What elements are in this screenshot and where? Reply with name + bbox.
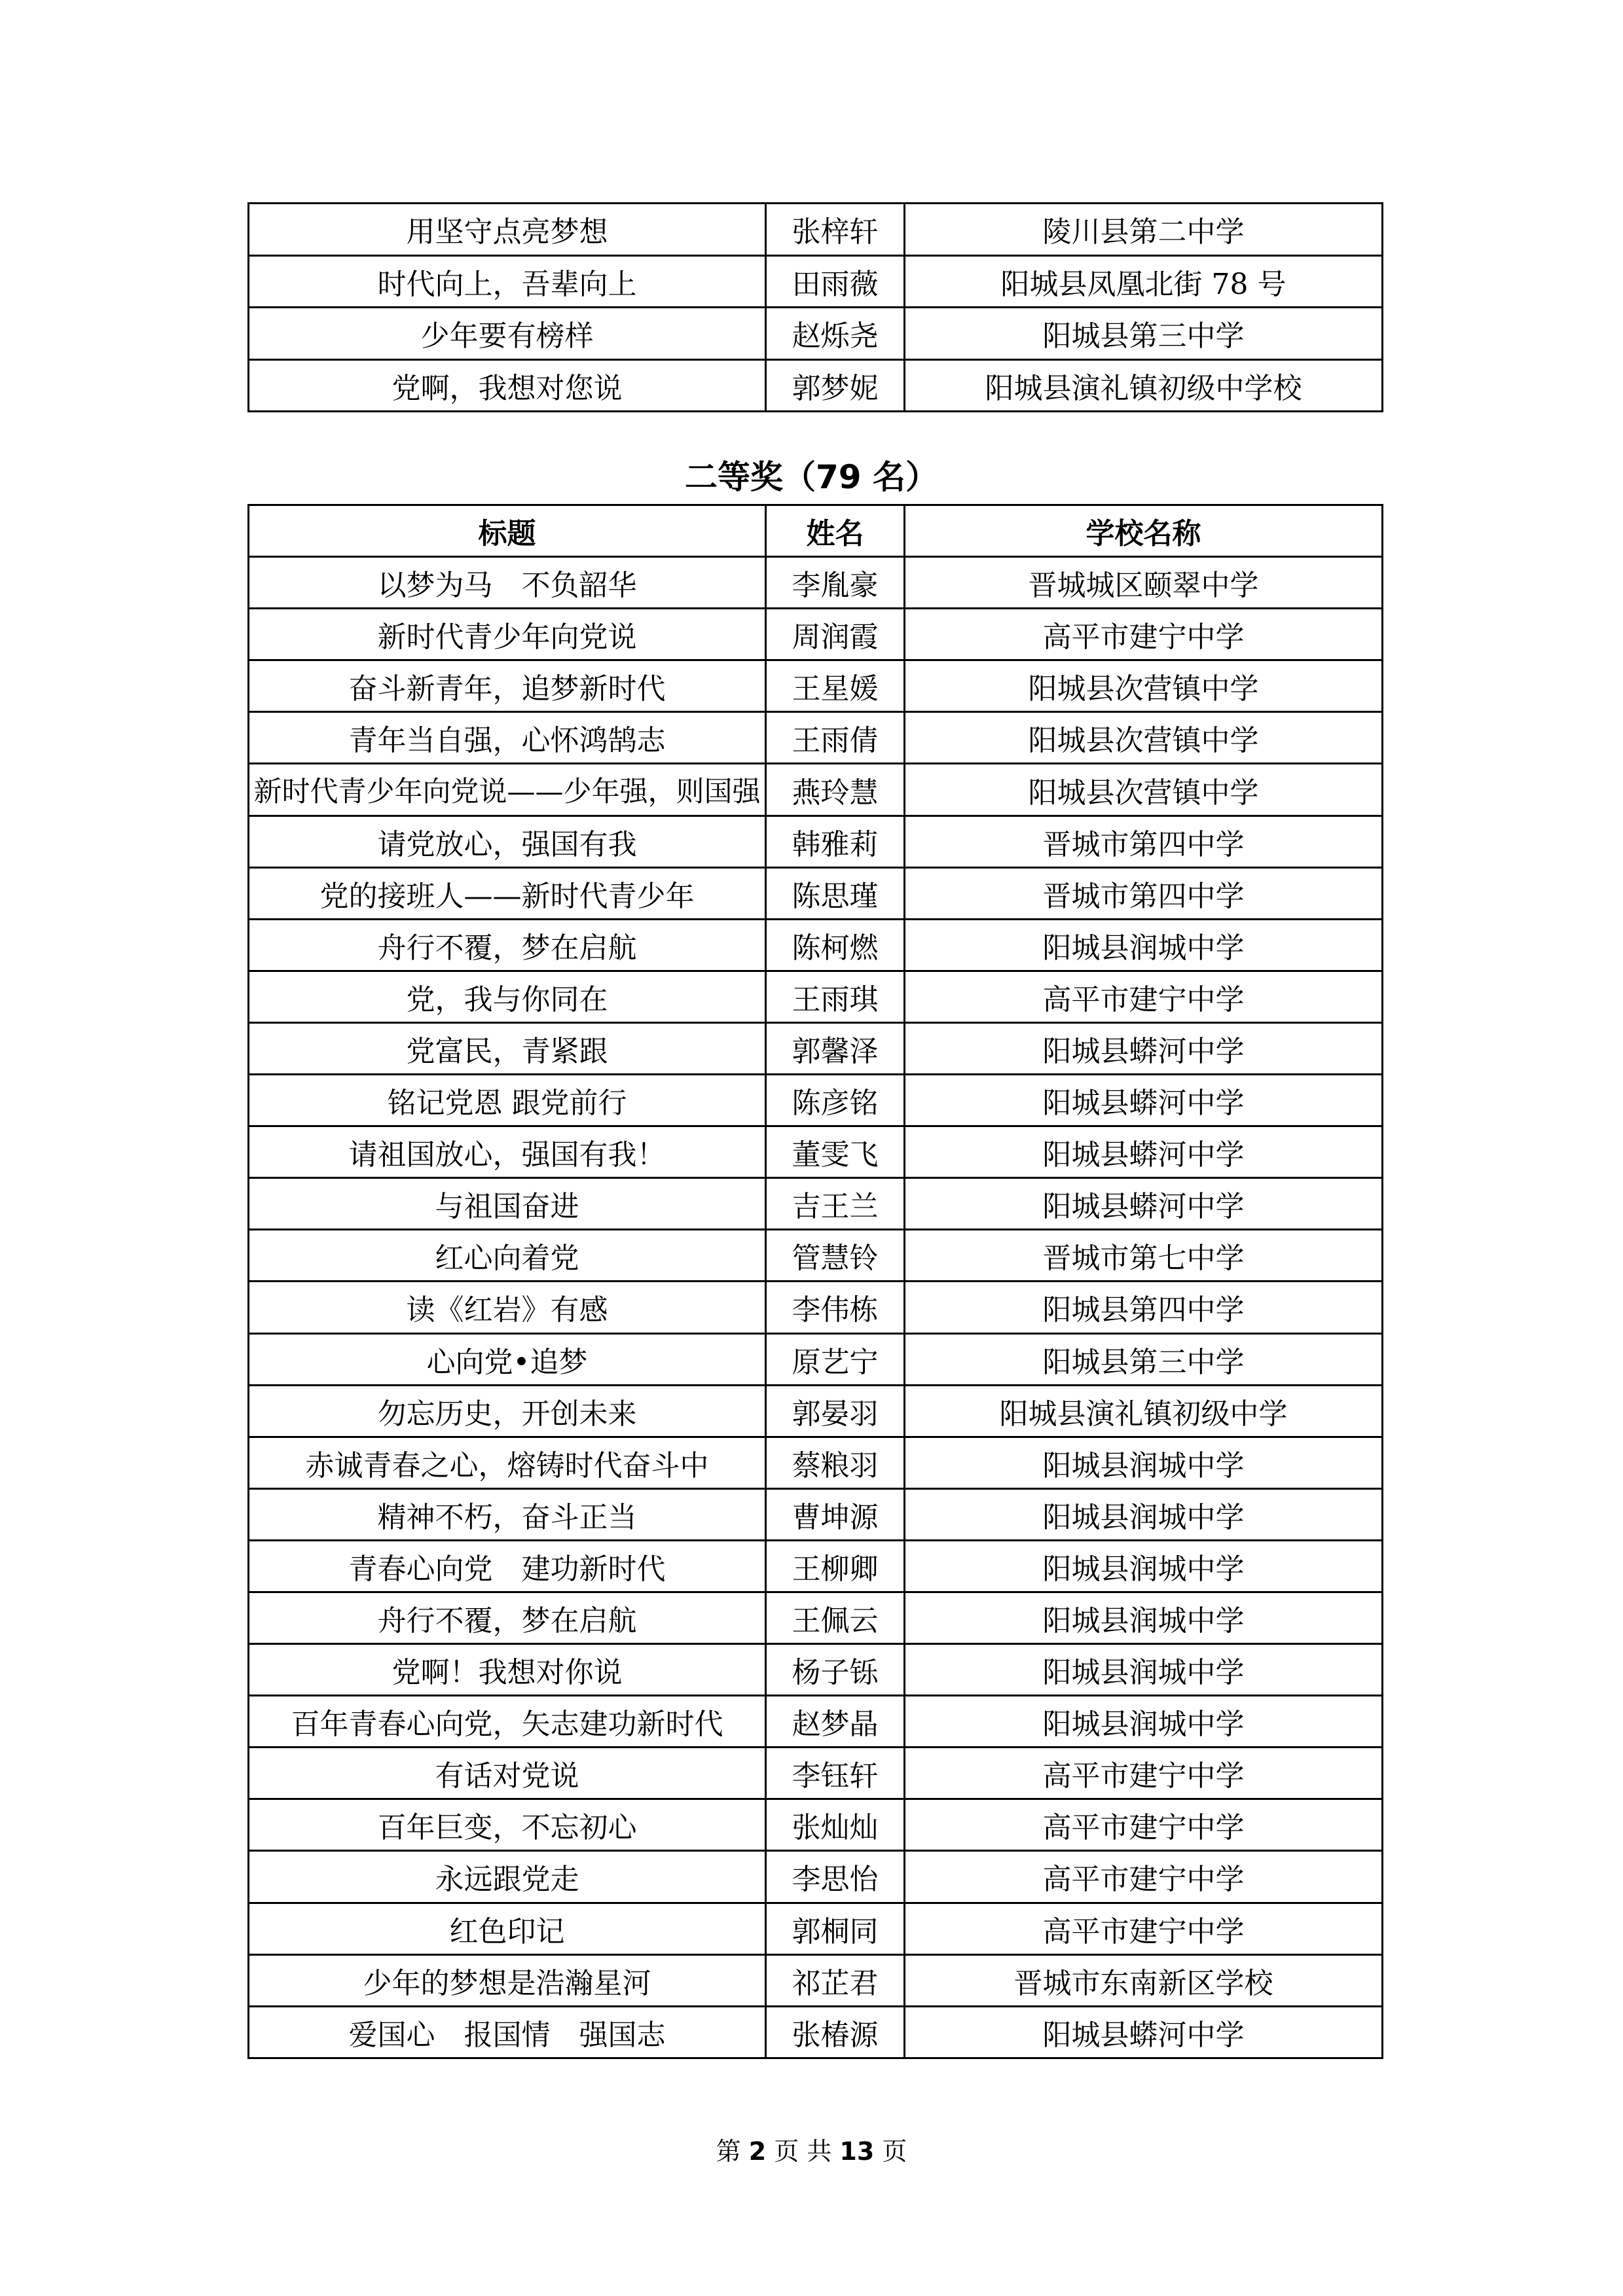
table-row (249, 255, 1383, 308)
cell-title: 少年的梦想是浩瀚星河 (249, 1954, 766, 2006)
cell-title: 精神不朽，奋斗正当 (249, 1488, 766, 1540)
cell-school: 阳城县演礼镇初级中学 (905, 1385, 1383, 1437)
cell-title: 红色印记 (249, 1903, 766, 1954)
cell-name: 张椿源 (766, 2006, 905, 2058)
cell-title: 勿忘历史，开创未来 (249, 1385, 766, 1437)
cell-name: 李伟栋 (766, 1282, 905, 1333)
table-row (249, 1126, 1383, 1178)
footer-suffix: 页 (882, 2137, 907, 2166)
table-row (249, 1592, 1383, 1643)
cell-name: 杨子铄 (766, 1644, 905, 1696)
cell-title: 时代向上，吾辈向上 (249, 255, 766, 308)
cell-title: 有话对党说 (249, 1748, 766, 1799)
cell-school: 阳城县次营镇中学 (905, 712, 1383, 764)
table-row (249, 1488, 1383, 1540)
cell-school: 阳城县润城中学 (905, 1540, 1383, 1592)
cell-school: 阳城县次营镇中学 (905, 660, 1383, 712)
cell-school: 阳城县第三中学 (905, 1333, 1383, 1385)
cell-name: 祁芷君 (766, 1954, 905, 2006)
cell-school: 阳城县润城中学 (905, 1488, 1383, 1540)
cell-name: 王雨倩 (766, 712, 905, 764)
table-row (249, 557, 1383, 609)
table-row (249, 971, 1383, 1022)
cell-title: 青春心向党 建功新时代 (249, 1540, 766, 1592)
cell-school: 陵川县第二中学 (905, 204, 1383, 256)
cell-name: 王星媛 (766, 660, 905, 712)
page-footer (0, 2135, 1623, 2168)
section-title: 二等奖（79 名） (685, 458, 938, 496)
cell-school: 高平市建宁中学 (905, 1748, 1383, 1799)
table-row (249, 2006, 1383, 2058)
cell-title: 党的接班人——新时代青少年 (249, 867, 766, 919)
cell-school: 阳城县蟒河中学 (905, 1126, 1383, 1178)
footer-page-number: 2 (748, 2137, 767, 2166)
header-title: 标题 (249, 505, 766, 557)
cell-name: 郭馨泽 (766, 1022, 905, 1074)
second-prize-table (247, 504, 1383, 2059)
table-row (249, 816, 1383, 867)
cell-school: 阳城县演礼镇初级中学校 (905, 359, 1383, 412)
cell-school: 阳城县蟒河中学 (905, 1022, 1383, 1074)
cell-title: 党富民，青紧跟 (249, 1022, 766, 1074)
cell-name: 赵梦晶 (766, 1696, 905, 1748)
cell-name: 李钰轩 (766, 1748, 905, 1799)
footer-middle: 页 共 (774, 2137, 832, 2166)
table-row (249, 609, 1383, 660)
continued-award-table (247, 202, 1383, 412)
cell-title: 舟行不覆，梦在启航 (249, 919, 766, 971)
header-name: 姓名 (766, 505, 905, 557)
cell-name: 董雯飞 (766, 1126, 905, 1178)
table-row (249, 1696, 1383, 1748)
table-row (249, 308, 1383, 360)
cell-name: 韩雅莉 (766, 816, 905, 867)
cell-school: 阳城县蟒河中学 (905, 2006, 1383, 2058)
table-row (249, 359, 1383, 412)
footer-prefix: 第 (716, 2137, 741, 2166)
cell-title: 奋斗新青年，追梦新时代 (249, 660, 766, 712)
cell-name: 郭桐同 (766, 1903, 905, 1954)
cell-school: 阳城县润城中学 (905, 1437, 1383, 1488)
cell-school: 晋城市东南新区学校 (905, 1954, 1383, 2006)
continued-award-table-body (249, 204, 1383, 412)
cell-name: 曹坤源 (766, 1488, 905, 1540)
cell-name: 王雨琪 (766, 971, 905, 1022)
cell-title: 红心向着党 (249, 1230, 766, 1282)
cell-school: 高平市建宁中学 (905, 609, 1383, 660)
cell-title: 用坚守点亮梦想 (249, 204, 766, 256)
cell-school: 阳城县润城中学 (905, 1644, 1383, 1696)
cell-title: 百年巨变，不忘初心 (249, 1799, 766, 1851)
table-row (249, 1282, 1383, 1333)
cell-school: 阳城县次营镇中学 (905, 764, 1383, 816)
table-row (249, 867, 1383, 919)
table-header-row (249, 505, 1383, 557)
cell-title: 新时代青少年向党说 (249, 609, 766, 660)
cell-title: 请党放心，强国有我 (249, 816, 766, 867)
cell-title: 永远跟党走 (249, 1851, 766, 1903)
cell-title: 与祖国奋进 (249, 1178, 766, 1230)
footer-total-pages: 13 (839, 2137, 875, 2166)
cell-title: 百年青春心向党，矢志建功新时代 (249, 1696, 766, 1748)
cell-name: 赵烁尧 (766, 308, 905, 360)
cell-school: 阳城县润城中学 (905, 919, 1383, 971)
table-row (249, 712, 1383, 764)
table-row (249, 1644, 1383, 1696)
table-row (249, 660, 1383, 712)
cell-school: 高平市建宁中学 (905, 1903, 1383, 1954)
cell-school: 阳城县润城中学 (905, 1696, 1383, 1748)
table-row (249, 1385, 1383, 1437)
cell-school: 阳城县润城中学 (905, 1592, 1383, 1643)
cell-name: 郭梦妮 (766, 359, 905, 412)
cell-title: 舟行不覆，梦在启航 (249, 1592, 766, 1643)
second-prize-table-body (249, 557, 1383, 2058)
cell-school: 阳城县蟒河中学 (905, 1178, 1383, 1230)
header-school: 学校名称 (905, 505, 1383, 557)
cell-name: 周润霞 (766, 609, 905, 660)
table-row (249, 1799, 1383, 1851)
table-row (249, 1748, 1383, 1799)
table-row (249, 1075, 1383, 1126)
cell-name: 张灿灿 (766, 1799, 905, 1851)
cell-title: 以梦为马 不负韶华 (249, 557, 766, 609)
table-row (249, 1178, 1383, 1230)
cell-title: 读《红岩》有感 (249, 1282, 766, 1333)
cell-name: 管慧铃 (766, 1230, 905, 1282)
cell-name: 蔡粮羽 (766, 1437, 905, 1488)
cell-name: 田雨薇 (766, 255, 905, 308)
table-row (249, 1437, 1383, 1488)
cell-title: 党，我与你同在 (249, 971, 766, 1022)
cell-title: 少年要有榜样 (249, 308, 766, 360)
cell-name: 陈柯燃 (766, 919, 905, 971)
cell-name: 陈思瑾 (766, 867, 905, 919)
cell-school: 晋城城区颐翠中学 (905, 557, 1383, 609)
table-row (249, 1903, 1383, 1954)
cell-school: 阳城县凤凰北街 78 号 (905, 255, 1383, 308)
cell-name: 郭晏羽 (766, 1385, 905, 1437)
cell-school: 晋城市第四中学 (905, 816, 1383, 867)
table-row (249, 1333, 1383, 1385)
cell-title: 请祖国放心，强国有我！ (249, 1126, 766, 1178)
table-row (249, 919, 1383, 971)
table-row (249, 204, 1383, 256)
cell-title: 新时代青少年向党说——少年强，则国强 (249, 764, 766, 816)
cell-title: 赤诚青春之心，熔铸时代奋斗中 (249, 1437, 766, 1488)
cell-name: 王佩云 (766, 1592, 905, 1643)
table-row (249, 1851, 1383, 1903)
cell-school: 高平市建宁中学 (905, 1851, 1383, 1903)
cell-title: 爱国心 报国情 强国志 (249, 2006, 766, 2058)
cell-title: 党啊，我想对您说 (249, 359, 766, 412)
cell-school: 晋城市第七中学 (905, 1230, 1383, 1282)
cell-school: 阳城县蟒河中学 (905, 1075, 1383, 1126)
cell-name: 吉王兰 (766, 1178, 905, 1230)
cell-name: 李胤豪 (766, 557, 905, 609)
cell-title: 党啊！我想对你说 (249, 1644, 766, 1696)
cell-school: 高平市建宁中学 (905, 971, 1383, 1022)
cell-title: 青年当自强，心怀鸿鹄志 (249, 712, 766, 764)
table-row (249, 1954, 1383, 2006)
cell-name: 陈彦铭 (766, 1075, 905, 1126)
cell-name: 张梓轩 (766, 204, 905, 256)
cell-school: 晋城市第四中学 (905, 867, 1383, 919)
cell-school: 阳城县第三中学 (905, 308, 1383, 360)
cell-name: 王柳卿 (766, 1540, 905, 1592)
cell-title: 心向党•追梦 (249, 1333, 766, 1385)
table-row (249, 1022, 1383, 1074)
cell-name: 李思怡 (766, 1851, 905, 1903)
cell-name: 原艺宁 (766, 1333, 905, 1385)
table-row (249, 1540, 1383, 1592)
table-row (249, 764, 1383, 816)
table-row (249, 1230, 1383, 1282)
cell-school: 阳城县第四中学 (905, 1282, 1383, 1333)
cell-title: 铭记党恩 跟党前行 (249, 1075, 766, 1126)
cell-name: 燕玲慧 (766, 764, 905, 816)
cell-school: 高平市建宁中学 (905, 1799, 1383, 1851)
